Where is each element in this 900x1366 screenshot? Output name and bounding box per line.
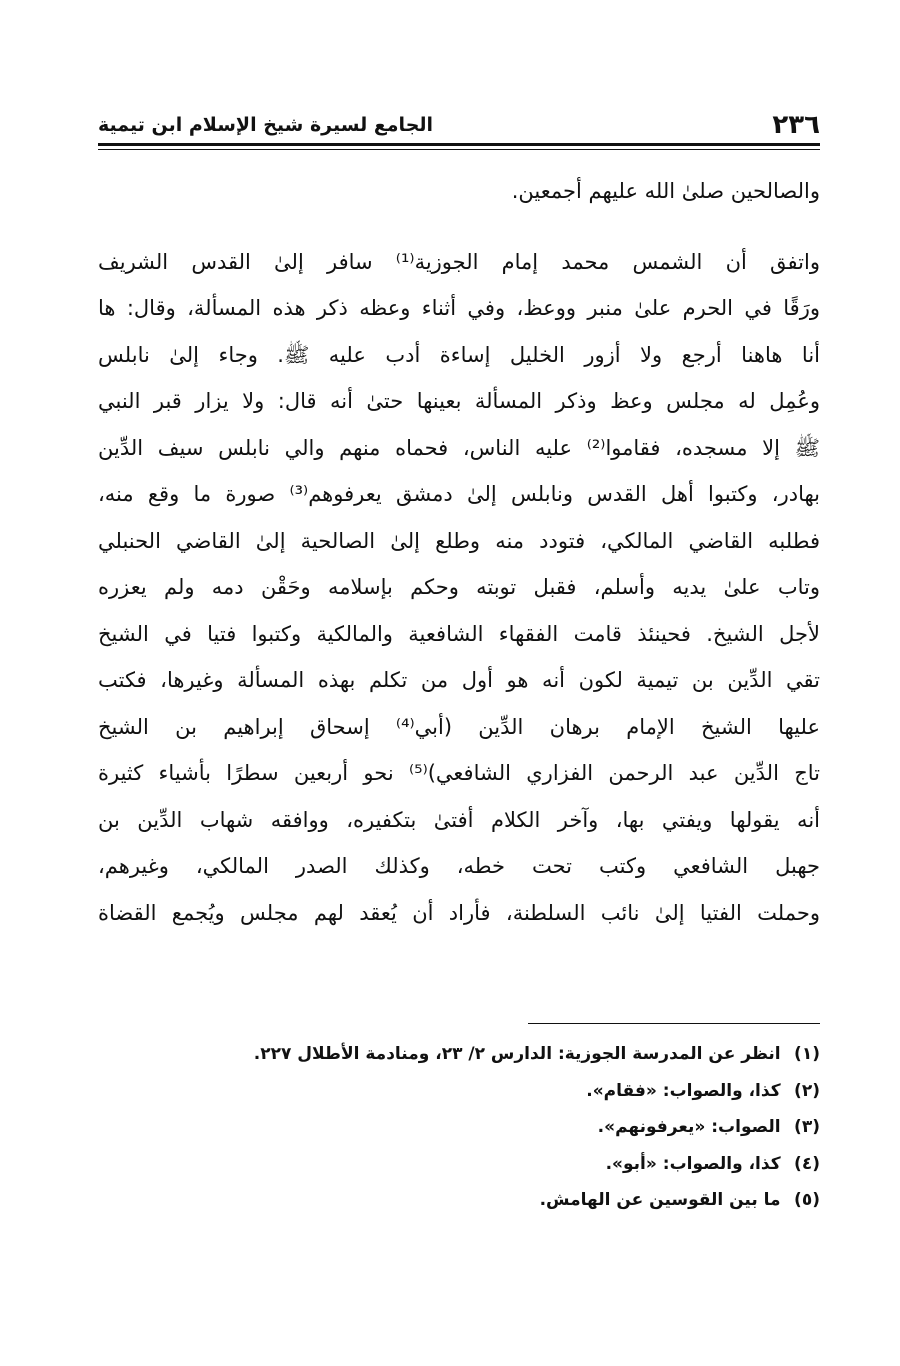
- footnote-marker: (٢): [794, 1080, 820, 1101]
- header-rule: [98, 143, 820, 146]
- footnote-separator: [528, 1023, 820, 1024]
- footnote: [98, 1036, 820, 1073]
- footnote-text: ما بين القوسين عن الهامش.: [539, 1190, 781, 1210]
- footnote: [98, 1073, 820, 1110]
- body-text: [98, 168, 820, 936]
- text-line: لأجل الشيخ. فحينئذ قامت الفقهاء الشافعية والمالكية وكتبوا فتيا في الشيخ: [98, 621, 820, 646]
- text-line: عليها الشيخ الإمام برهان الدِّين (أبي⁽⁴⁾ إسحاق إبراهيم بن الشيخ: [98, 714, 820, 739]
- footnote-text: كذا، والصواب: «فقام».: [586, 1080, 781, 1101]
- footnote: [98, 1182, 820, 1219]
- text-line: فطلبه القاضي المالكي، فتودد منه وطلع إلىٰ الصالحية إلىٰ القاضي الحنبلي: [98, 528, 820, 553]
- footnote-text: الصواب: «يعرفونهم».: [597, 1117, 781, 1137]
- text-line: تقي الدِّين بن تيمية لكون أنه هو أول من تكلم بهذه المسألة وغيرها، فكتب: [98, 668, 820, 692]
- text-line: ﷺ إلا مسجده، فقاموا⁽²⁾ عليه الناس، فحماه منهم والي نابلس سيف الدِّين: [98, 435, 820, 460]
- footnote-marker: (٣): [794, 1117, 820, 1137]
- footnote-marker: (٥): [794, 1190, 820, 1210]
- page-number: ٢٣٦: [772, 110, 820, 140]
- text-line: تاج الدِّين عبد الرحمن الفزاري الشافعي)⁽⁵⁾ نحو أربعين سطرًا بأشياء كثيرة: [98, 761, 820, 785]
- text-line: ورَقًا في الحرم علىٰ منبر ووعظ، وفي أثناء وعظه ذكر هذه المسألة، وقال: ها: [98, 296, 820, 320]
- text-line: جهبل الشافعي وكتب تحت خطه، وكذلك الصدر المالكي، وغيرهم،: [98, 854, 820, 878]
- footnote-marker: (١): [794, 1044, 820, 1064]
- text-line: وعُمِل له مجلس وعظ وذكر المسألة بعينها حتىٰ أنه قال: ولا يزار قبر النبي: [98, 389, 820, 413]
- paragraph-gap: [98, 215, 820, 239]
- footnote: [98, 1146, 820, 1183]
- header-rule-thin: [98, 149, 820, 150]
- footnotes: [98, 1036, 820, 1219]
- text-line: أنا هاهنا أرجع ولا أزور الخليل إساءة أدب عليه ﷺ. وجاء إلىٰ نابلس: [98, 342, 820, 367]
- footnote-text: كذا، والصواب: «أبو».: [605, 1153, 781, 1174]
- text-line: أنه يقولها ويفتي بها، وآخر الكلام أفتىٰ بتكفيره، ووافقه شهاب الدِّين بن: [98, 807, 820, 832]
- text-line: بهادر، وكتبوا أهل القدس ونابلس إلىٰ دمشق يعرفوهم⁽³⁾ صورة ما وقع منه،: [98, 482, 820, 506]
- text-line: وحملت الفتيا إلىٰ نائب السلطنة، فأراد أن يُعقد لهم مجلس ويُجمع القضاة: [98, 900, 820, 925]
- footnote: [98, 1109, 820, 1146]
- running-title: الجامع لسيرة شيخ الإسلام ابن تيمية: [98, 114, 434, 136]
- text-line: واتفق أن الشمس محمد إمام الجوزية⁽¹⁾ سافر إلىٰ القدس الشريف: [98, 249, 820, 274]
- footnote-text: انظر عن المدرسة الجوزية: الدارس ٢/ ٢٣، ومنادمة الأطلال ٢٢٧.: [253, 1044, 781, 1064]
- footnote-marker: (٤): [794, 1153, 820, 1174]
- text-line: وتاب علىٰ يديه وأسلم، فقبل توبته وحكم بإسلامه وحَقْن دمه ولم يعزره: [98, 575, 820, 599]
- page-header: [98, 108, 820, 144]
- text-line: والصالحين صلىٰ الله عليهم أجمعين.: [511, 179, 820, 203]
